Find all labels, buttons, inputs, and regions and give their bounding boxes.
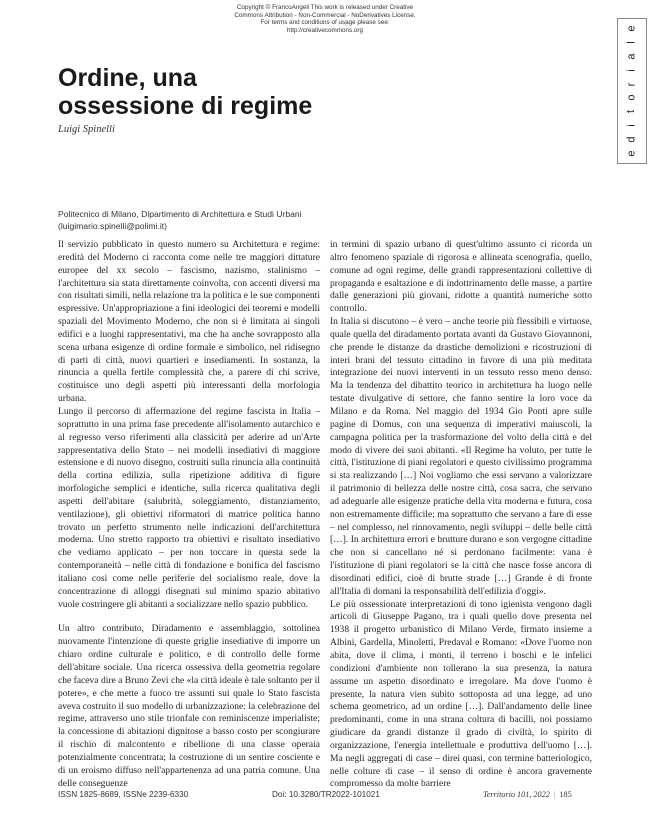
- section-tab: [617, 18, 647, 164]
- section-tab-letter: i: [625, 124, 638, 127]
- copyright-line: Copyright © FrancoAngeli This work is released under Creative: [236, 4, 414, 11]
- author-name: Luigi Spinelli: [58, 124, 115, 135]
- copyright-line: For terms and conditions of usage please see:: [260, 19, 390, 27]
- section-tab-letter: d: [625, 136, 638, 143]
- title-line: Ordine, una: [58, 64, 197, 92]
- copyright-line: Commons Attribution - Non-Commercial - NoDerivatives License.: [234, 11, 416, 19]
- body-paragraph: Le più ossessionate interpretazioni di tono igienista vengono dagli articoli di Giuseppe Pagano, tra i quali quello dove presenta nel 1938 il progetto urbanistico di Milano Verde, firmato insieme a Albini, Gardella, Minoletti, Predaval e Romano: «Dove l'uomo non abita, dove il clima, i monti, il terreno i boschi e le infelici condizioni d'ambiente non tollerano la sua presenza, la natura assume un aspetto disordinato e irregolare. Ma dove l'uomo è presente, la natura vien subito sottoposta ad una legge, ad uno schema geometrico, ad un ordine […]. Dall'andamento delle linee predominanti, come in una strana coltura di bacilli, noi possiamo giudicare da grandi distanze il grado di civiltà, lo spirito di organizzazione, l'energia intellettuale e produttiva dell'uomo […]. Ma negli aggregati di case – direi quasi, con termine batteriologico, nelle colture di case – il senso di ordine è ancora gravemente compromesso da molte barriere: [330, 598, 592, 790]
- section-tab-letter: i: [625, 68, 638, 72]
- author-email: (luigimario.spinelli@polimi.it): [58, 220, 168, 231]
- section-tab-letter: a: [625, 53, 638, 60]
- copyright-line: http://creativecommons.org: [287, 26, 363, 34]
- copyright-notice: [0, 4, 650, 34]
- section-tab-letter: t: [625, 110, 638, 114]
- section-tab-letters: [618, 23, 646, 159]
- body-column-left: [58, 239, 320, 790]
- affiliation-line: Politecnico di Milano, Dipartimento di Architettura e Studi Urbani: [58, 209, 302, 219]
- section-tab-letter: l: [625, 41, 638, 44]
- section-tab-letter: e: [625, 25, 638, 32]
- footer-separator: |: [553, 790, 556, 799]
- body-paragraph: Un altro contributo, Diradamento e assemblaggio, sottolinea nuovamente l'intenzione di queste griglie insediative di imporre un chiaro ordine culturale e politico, e di controllo delle forme dell'abitare sociale. Una ricerca ossessiva della geometria regolare che faceva dire a Bruno Zevi che «la città ideale è tale soltanto per il potere», e che mette a fuoco tre assunti sui quale lo Stato fascista aveva costruito il suo modello di urbanizzazione: la celebrazione del regime, attraverso uno stile trionfale con reminiscenze imperialiste; la concessione di abitazioni dignitose a basso costo per scongiurare il rischio di malcontento e ribellione di una classe operaia potenzialmente concentrata; la costruzione di un sentire cosciente e di un eroismo diffuso nell'appartenenza ad una patria comune. Una delle conseguenze: [58, 623, 320, 789]
- body-paragraph: Lungo il percorso di affermazione del regime fascista in Italia – soprattutto in una prima fase precedente all'isolamento autarchico e al regresso verso riferimenti alla classicità per aderire ad un'Arte rappresentativa dello Stato – nei modelli insediativi di maggiore estensione e di nuovo disegno, costruiti sulla rinuncia alla continuità della cortina edilizia, sulla ripetizione additiva di figure morfologiche semplici e identiche, sulla ricerca qualitativa degli aspetti dell'abitare (salubrità, soleggiamento, distanziamento, ventilazione), gli obiettivi riformatori di matrice politica hanno trovato un perfetto strumento nelle indicazioni dell'architettura moderna. Uno stretto rapporto tra obiettivi e risultato insediativo che vediamo applicato – per non toccare in questa sede la contemporaneità – nelle città di fondazione e bonifica del fascismo italiano così come nelle periferie del socialismo reale, dove la concentrazione di alloggi disegnati sul minimo spazio abitativo vuole costringere gli abitanti a socializzare nello spazio pubblico.: [58, 405, 320, 610]
- body-column-right: [330, 239, 592, 791]
- section-tab-letter: o: [625, 94, 638, 101]
- footer-issn: ISSN 1825-8689, ISSNe 2239-6330: [58, 790, 189, 799]
- footer-journal: [483, 790, 572, 799]
- body-paragraph: In Italia si discutono – è vero – anche teorie più flessibili e virtuose, quale quella del diradamento portata avanti da Gustavo Giovannoni, che prende le distanze da drastiche demolizioni e ricostruzioni di interi brani del tessuto cittadino in favore di una più meditata integrazione dei nuovi interventi in un tessuto resso meno denso. Ma la tendenza del dibattito teorico in architettura ha luogo nelle testate divulgative di settore, che fanno sentire la loro voce da Milano e da Roma. Nel maggio del 1934 Gio Ponti apre sulle pagine di Domus, con una sequenza di imperativi maiuscoli, la campagna politica per la trasformazione del volto della città e del modo di vivere dei suoi abitanti. «Il Regime ha voluto, per tutte le città, l'istituzione di piani regolatori e questo civilissimo programma si sta realizzando […] Noi vogliamo che essi servano a valorizzare il patrimonio di bellezza delle nostre città, cosa sacra, che servano ad adeguarle alle esigenze pratiche della vita moderna e futura, cosa non estremamente difficile; ma soprattutto che servano a fare di esse – nel complesso, nel rinnovamento, negli sviluppi – delle belle città […]. In architettura errori e brutture durano e son vergogne cittadine che non si cancellano né si perdonano facilmente: vana è l'istituzione di piani regolatori se la città che nasce fosse ancora di disordinati edifici, cioè di brutte strade […] Grande è di fronte all'Italia di domani la responsabilità dell'edilizia d'oggi».: [330, 316, 592, 597]
- footer-doi: Doi: 10.3280/TR2022-101021: [272, 790, 380, 799]
- section-tab-letter: r: [625, 82, 638, 86]
- section-tab-letter: e: [625, 150, 638, 157]
- page-number: 185: [559, 790, 572, 799]
- title-line: ossessione di regime: [58, 92, 313, 120]
- article-title: [58, 64, 418, 120]
- body-paragraph: in termini di spazio urbano di quest'ultimo assunto ci ricorda un altro fenomeno spaziale di rigorosa e allineata scenografia, quello, comune ad ogni regime, delle grandi rappresentazioni collettive di propaganda e esaltazione e di indottrinamento delle masse, a partire dalle generazioni più giovani, ridotte a quantità numeriche sotto controllo.: [330, 239, 592, 315]
- journal-name: Territorio 101, 2022: [483, 790, 550, 799]
- body-paragraph: Il servizio pubblicato in questo numero su Architettura e regime: eredità del Moderno ci racconta come nelle tre maggiori dittature europee del xx secolo – fascismo, nazismo, stalinismo – l'architettura sia stata direttamente coinvolta, con accenti diversi ma con risultati simili, nella relazione tra la politica e le sue componenti espressive. Un'appropriazione a fini ideologici dei teoremi e modelli spaziali del Movimento Moderno, che non si è limitata ai singoli edifici e a luoghi rappresentativi, ma che ha anche sovrapposto alla scena urbana esigenze di ordine formale e simbolico, nel ridisegno di parti di città, nuovi quartieri e insediamenti. In sostanza, la rinuncia a quella fertile complessità che, a parere di chi scrive, costituisce uno degli aspetti più interessanti della morfologia urbana.: [58, 239, 320, 405]
- author-affiliation: [58, 209, 358, 232]
